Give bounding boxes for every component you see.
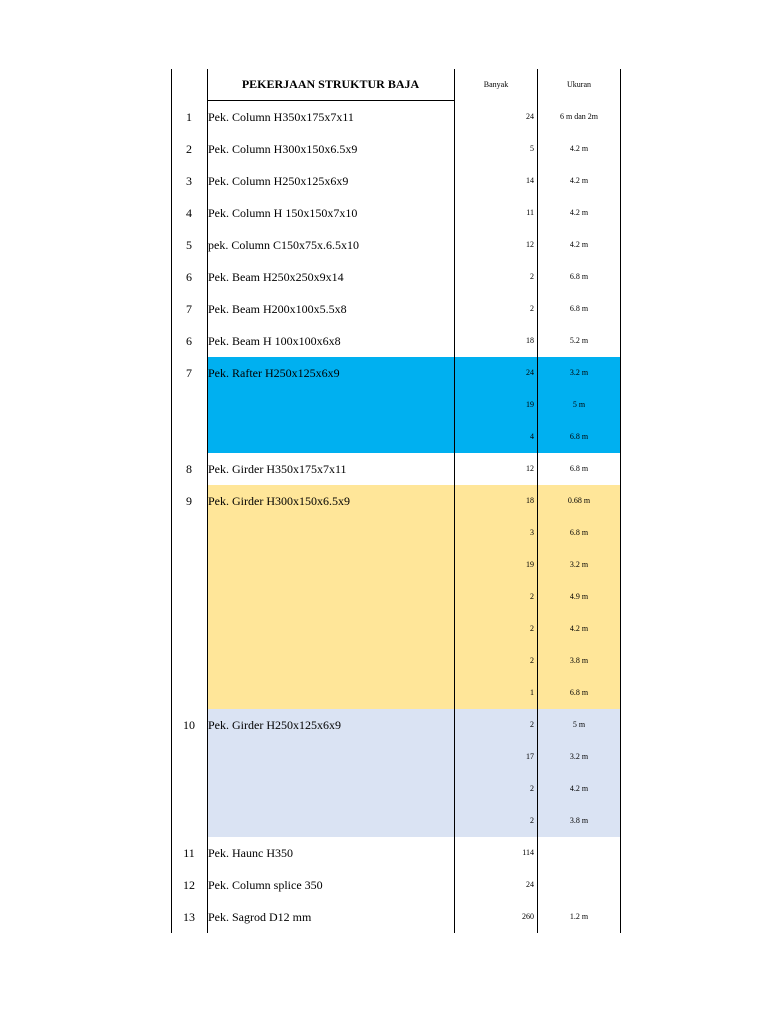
row-size: 4.2 m bbox=[569, 784, 589, 793]
row-item bbox=[208, 645, 452, 677]
row-qty: 260 bbox=[522, 912, 534, 921]
row-qty: 17 bbox=[526, 752, 534, 761]
row-qty: 12 bbox=[526, 464, 534, 473]
row-number: 6 bbox=[186, 270, 192, 284]
row-qty: 24 bbox=[526, 112, 534, 121]
row-qty: 2 bbox=[530, 272, 534, 281]
row-item: Pek. Girder H250x125x6x9 bbox=[208, 718, 341, 732]
row-number: 10 bbox=[183, 718, 195, 732]
row-item bbox=[208, 805, 452, 837]
row-number bbox=[171, 613, 207, 645]
row-qty: 2 bbox=[530, 720, 534, 729]
row-number: 3 bbox=[186, 174, 192, 188]
row-item bbox=[208, 421, 452, 453]
row-item bbox=[208, 549, 452, 581]
row-size: 4.2 m bbox=[569, 176, 589, 185]
row-size: 1.2 m bbox=[569, 912, 589, 921]
row-size: 6.8 m bbox=[569, 272, 589, 281]
row-item: pek. Column C150x75x.6.5x10 bbox=[208, 238, 360, 252]
row-item: Pek. Haunc H350 bbox=[208, 846, 293, 860]
row-size: 6.8 m bbox=[569, 432, 589, 441]
row-qty: 18 bbox=[526, 496, 534, 505]
row-item: Pek. Beam H200x100x5.5x8 bbox=[208, 302, 347, 316]
row-item: Pek. Beam H 100x100x6x8 bbox=[208, 334, 341, 348]
row-number: 7 bbox=[186, 366, 192, 380]
row-number bbox=[171, 389, 207, 421]
row-number: 1 bbox=[186, 110, 192, 124]
row-number bbox=[171, 645, 207, 677]
row-number: 5 bbox=[186, 238, 192, 252]
row-qty: 2 bbox=[530, 784, 534, 793]
row-item: Pek. Column H250x125x6x9 bbox=[208, 174, 349, 188]
row-number: 2 bbox=[186, 142, 192, 156]
row-size: 4.9 m bbox=[569, 592, 589, 601]
row-qty: 2 bbox=[530, 656, 534, 665]
row-qty: 114 bbox=[522, 848, 534, 857]
row-number: 9 bbox=[186, 494, 192, 508]
row-item: Pek. Column H350x175x7x11 bbox=[208, 110, 354, 124]
row-qty: 2 bbox=[530, 592, 534, 601]
row-item: Pek. Girder H300x150x6.5x9 bbox=[208, 494, 350, 508]
row-qty: 1 bbox=[530, 688, 534, 697]
row-number: 7 bbox=[186, 302, 192, 316]
grid-line-right bbox=[620, 69, 621, 933]
row-number: 6 bbox=[186, 334, 192, 348]
row-qty: 18 bbox=[526, 336, 534, 345]
row-number bbox=[171, 421, 207, 453]
row-item: Pek. Column splice 350 bbox=[208, 878, 323, 892]
row-item: Pek. Girder H350x175x7x11 bbox=[208, 462, 347, 476]
row-size bbox=[538, 869, 620, 901]
row-item bbox=[208, 517, 452, 549]
row-number bbox=[171, 805, 207, 837]
row-size: 5.2 m bbox=[569, 336, 589, 345]
row-size: 5 m bbox=[572, 400, 586, 409]
row-item bbox=[208, 773, 452, 805]
row-size: 0.68 m bbox=[567, 496, 591, 505]
row-qty: 24 bbox=[526, 368, 534, 377]
row-size: 6.8 m bbox=[569, 464, 589, 473]
row-qty: 24 bbox=[526, 880, 534, 889]
row-number: 12 bbox=[183, 878, 195, 892]
row-number bbox=[171, 581, 207, 613]
row-qty: 2 bbox=[530, 304, 534, 313]
row-size: 4.2 m bbox=[569, 624, 589, 633]
row-qty: 5 bbox=[530, 144, 534, 153]
row-size: 5 m bbox=[572, 720, 586, 729]
row-qty: 12 bbox=[526, 240, 534, 249]
row-number bbox=[171, 741, 207, 773]
row-number bbox=[171, 517, 207, 549]
row-item: Pek. Sagrod D12 mm bbox=[208, 910, 312, 924]
row-number: 4 bbox=[186, 206, 192, 220]
row-size: 4.2 m bbox=[569, 144, 589, 153]
row-size: 3.8 m bbox=[569, 816, 589, 825]
row-number: 8 bbox=[186, 462, 192, 476]
row-number bbox=[171, 549, 207, 581]
row-size: 3.2 m bbox=[569, 368, 589, 377]
table-title: PEKERJAAN STRUKTUR BAJA bbox=[241, 77, 420, 91]
row-qty: 2 bbox=[530, 624, 534, 633]
row-item bbox=[208, 613, 452, 645]
row-item bbox=[208, 389, 452, 421]
row-item bbox=[208, 741, 452, 773]
row-item: Pek. Rafter H250x125x6x9 bbox=[208, 366, 340, 380]
row-qty: 19 bbox=[526, 400, 534, 409]
row-size: 4.2 m bbox=[569, 208, 589, 217]
row-number bbox=[171, 677, 207, 709]
row-item bbox=[208, 677, 452, 709]
row-item: Pek. Beam H250x250x9x14 bbox=[208, 270, 344, 284]
row-item: Pek. Column H300x150x6.5x9 bbox=[208, 142, 358, 156]
row-qty: 2 bbox=[530, 816, 534, 825]
row-size: 4.2 m bbox=[569, 240, 589, 249]
row-number: 13 bbox=[183, 910, 195, 924]
row-size: 3.8 m bbox=[569, 656, 589, 665]
row-qty: 11 bbox=[526, 208, 534, 217]
row-item bbox=[208, 581, 452, 613]
row-size: 3.2 m bbox=[569, 752, 589, 761]
row-qty: 14 bbox=[526, 176, 534, 185]
row-size: 6.8 m bbox=[569, 528, 589, 537]
row-qty: 19 bbox=[526, 560, 534, 569]
row-size: 6.8 m bbox=[569, 304, 589, 313]
row-size bbox=[538, 837, 620, 869]
header-banyak: Banyak bbox=[483, 80, 509, 89]
row-number bbox=[171, 773, 207, 805]
row-size: 6.8 m bbox=[569, 688, 589, 697]
row-size: 6 m dan 2m bbox=[560, 112, 598, 121]
row-qty: 4 bbox=[530, 432, 534, 441]
row-number: 11 bbox=[183, 846, 195, 860]
row-size: 3.2 m bbox=[569, 560, 589, 569]
header-ukuran: Ukuran bbox=[567, 80, 591, 89]
row-item: Pek. Column H 150x150x7x10 bbox=[208, 206, 358, 220]
row-qty: 3 bbox=[530, 528, 534, 537]
